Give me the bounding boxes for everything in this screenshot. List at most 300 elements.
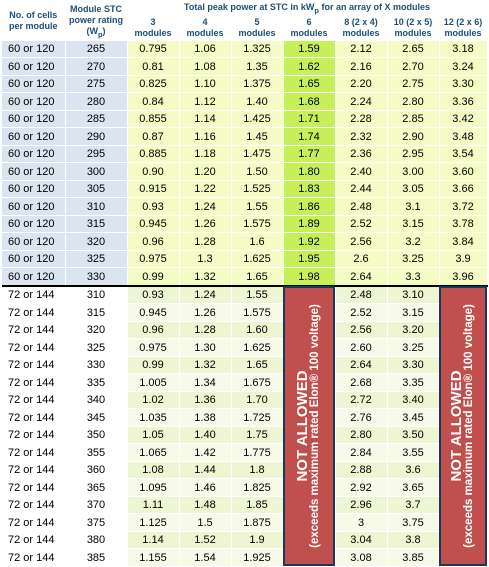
peak-power-value: 1.70: [231, 391, 283, 409]
not-allowed-block-6-modules: [283, 286, 335, 567]
peak-power-value: 1.525: [231, 180, 283, 198]
col-header-unit: modules: [342, 27, 380, 38]
peak-power-value: 3.05: [387, 180, 439, 198]
module-rating: 375: [65, 514, 127, 532]
peak-power-value: 0.795: [127, 41, 179, 58]
peak-power-value: 3.35: [387, 374, 439, 392]
peak-power-value: 1.08: [127, 461, 179, 479]
table-row: [2, 426, 487, 444]
peak-power-value: 3.00: [387, 163, 439, 181]
module-rating: 320: [65, 233, 127, 251]
peak-power-value: 1.14: [127, 531, 179, 549]
peak-power-value: 1.125: [127, 514, 179, 532]
peak-power-value: 2.36: [335, 145, 387, 163]
peak-power-value: 1.925: [231, 549, 283, 567]
table-row: [2, 286, 487, 304]
peak-power-value: 2.95: [387, 145, 439, 163]
module-rating: 280: [65, 93, 127, 111]
peak-power-value: 2.90: [387, 128, 439, 146]
peak-power-value: 1.68: [283, 93, 335, 111]
peak-power-value: 2.80: [387, 93, 439, 111]
peak-power-value: 3.8: [387, 531, 439, 549]
table-row: [2, 128, 487, 146]
peak-power-value: 2.48: [335, 198, 387, 216]
peak-power-value: 1.55: [231, 198, 283, 216]
cells-per-module: 60 or 120: [2, 180, 65, 198]
peak-power-value: 1.46: [179, 479, 231, 497]
col-header-2: [231, 16, 283, 41]
col-header-3: [283, 16, 335, 41]
peak-power-value: 1.3: [179, 250, 231, 268]
peak-power-value: 0.96: [127, 321, 179, 339]
peak-power-value: 1.24: [179, 286, 231, 304]
header-total-peak-power: [127, 2, 487, 16]
cells-per-module: 60 or 120: [2, 198, 65, 216]
module-rating: 330: [65, 356, 127, 374]
not-allowed-text-b: [450, 304, 476, 548]
peak-power-value: 1.825: [231, 479, 283, 497]
peak-power-value: 0.84: [127, 93, 179, 111]
peak-power-value: 0.975: [127, 339, 179, 357]
peak-power-value: 3.66: [439, 180, 487, 198]
col-header-unit: modules: [134, 27, 172, 38]
module-rating: 385: [65, 549, 127, 567]
cells-per-module: 60 or 120: [2, 268, 65, 286]
cells-per-module: 72 or 144: [2, 409, 65, 427]
peak-power-value: 1.28: [179, 233, 231, 251]
col-header-unit: modules: [290, 27, 328, 38]
table-row: [2, 93, 487, 111]
peak-power-value: 3.48: [439, 128, 487, 146]
module-rating: 325: [65, 250, 127, 268]
cells-per-module: 72 or 144: [2, 391, 65, 409]
not-allowed-title-b: NOT ALLOWED: [448, 370, 466, 482]
peak-power-value: 2.6: [335, 250, 387, 268]
table-row: [2, 180, 487, 198]
module-rating: 355: [65, 444, 127, 462]
peak-power-value: 1.59: [283, 41, 335, 58]
peak-power-value: 2.64: [335, 268, 387, 286]
peak-power-value: 3.65: [387, 479, 439, 497]
header-cells-per-module: No. of cells per module: [2, 2, 65, 41]
cells-per-module: 72 or 144: [2, 356, 65, 374]
col-header-count: 5: [254, 16, 260, 27]
table-row: [2, 233, 487, 251]
peak-power-value: 3.75: [387, 514, 439, 532]
peak-power-value: 0.96: [127, 233, 179, 251]
peak-power-value: 1.22: [179, 180, 231, 198]
header-module-rating: [65, 2, 127, 41]
peak-power-value: 3.24: [439, 58, 487, 76]
table-row: [2, 41, 487, 58]
peak-power-value: 1.005: [127, 374, 179, 392]
cells-per-module: 60 or 120: [2, 41, 65, 58]
cells-per-module: 60 or 120: [2, 145, 65, 163]
peak-power-value: 3.10: [387, 286, 439, 304]
peak-power-value: 2.44: [335, 180, 387, 198]
module-rating: 295: [65, 145, 127, 163]
cells-per-module: 72 or 144: [2, 304, 65, 322]
peak-power-value: 1.44: [179, 461, 231, 479]
table-row: [2, 461, 487, 479]
table-row: [2, 549, 487, 567]
peak-power-value: 1.26: [179, 215, 231, 233]
table-row: [2, 215, 487, 233]
peak-power-value: 0.975: [127, 250, 179, 268]
peak-power-value: 1.9: [231, 531, 283, 549]
col-header-count: 12 (2 x 6): [443, 16, 483, 27]
peak-power-value: 0.81: [127, 58, 179, 76]
peak-power-value: 1.71: [283, 110, 335, 128]
peak-power-value: 1.98: [283, 268, 335, 286]
not-allowed-title-a: NOT ALLOWED: [294, 370, 311, 482]
not-allowed-note-a: (exceeds maximum rated Elon® 100 voltage): [309, 304, 321, 548]
peak-power-value: 3.55: [387, 444, 439, 462]
peak-power-value: 3.30: [439, 75, 487, 93]
cells-per-module: 72 or 144: [2, 496, 65, 514]
col-header-count: 6: [306, 16, 312, 27]
table-row: [2, 444, 487, 462]
peak-power-value: 0.99: [127, 356, 179, 374]
peak-power-value: 1.5: [179, 514, 231, 532]
peak-power-value: 1.65: [231, 268, 283, 286]
peak-power-value: 2.12: [335, 41, 387, 58]
not-allowed-text-a: [296, 304, 322, 548]
peak-power-value: 0.99: [127, 268, 179, 286]
peak-power-value: 1.875: [231, 514, 283, 532]
module-rating: 310: [65, 198, 127, 216]
peak-power-value: 1.52: [179, 531, 231, 549]
peak-power-value: 2.48: [335, 286, 387, 304]
module-rating: 365: [65, 479, 127, 497]
peak-power-value: 1.425: [231, 110, 283, 128]
peak-power-value: 1.80: [283, 163, 335, 181]
peak-power-value: 1.54: [179, 549, 231, 567]
peak-power-value: 1.625: [231, 250, 283, 268]
peak-power-value: 1.55: [231, 286, 283, 304]
table-row: [2, 356, 487, 374]
peak-power-value: 1.32: [179, 268, 231, 286]
peak-power-value: 2.24: [335, 93, 387, 111]
peak-power-value: 0.93: [127, 198, 179, 216]
module-rating: 360: [65, 461, 127, 479]
peak-power-value: 1.89: [283, 215, 335, 233]
peak-power-table: [2, 2, 488, 567]
peak-power-value: 1.20: [179, 163, 231, 181]
peak-power-value: 2.52: [335, 215, 387, 233]
col-header-1: [179, 16, 231, 41]
table-row: [2, 531, 487, 549]
cells-per-module: 60 or 120: [2, 110, 65, 128]
peak-power-value: 1.575: [231, 215, 283, 233]
peak-power-value: 1.575: [231, 304, 283, 322]
peak-power-value: 2.60: [335, 339, 387, 357]
peak-power-value: 1.45: [231, 128, 283, 146]
peak-power-value: 1.26: [179, 304, 231, 322]
table-row: [2, 409, 487, 427]
peak-power-value: 3.15: [387, 215, 439, 233]
col-header-count: 8 (2 x 4): [344, 16, 378, 27]
peak-power-value: 1.775: [231, 444, 283, 462]
peak-power-value: 1.36: [179, 391, 231, 409]
peak-power-value: 1.725: [231, 409, 283, 427]
module-rating: 325: [65, 339, 127, 357]
peak-power-value: 0.825: [127, 75, 179, 93]
peak-power-value: 3.6: [387, 461, 439, 479]
peak-power-value: 1.065: [127, 444, 179, 462]
module-rating: 315: [65, 304, 127, 322]
peak-power-value: 1.06: [179, 41, 231, 58]
peak-power-value: 1.62: [283, 58, 335, 76]
cells-per-module: 72 or 144: [2, 321, 65, 339]
peak-power-value: 3.60: [439, 163, 487, 181]
peak-power-value: 3.72: [439, 198, 487, 216]
col-header-4: [335, 16, 387, 41]
peak-power-value: 1.75: [231, 426, 283, 444]
peak-power-value: 3.40: [387, 391, 439, 409]
peak-power-value: 2.80: [335, 426, 387, 444]
peak-power-value: 2.65: [387, 41, 439, 58]
col-header-0: [127, 16, 179, 41]
module-rating: 340: [65, 391, 127, 409]
peak-power-value: 1.83: [283, 180, 335, 198]
peak-power-value: 1.02: [127, 391, 179, 409]
peak-power-value: 1.95: [283, 250, 335, 268]
table-row: [2, 75, 487, 93]
cells-per-module: 72 or 144: [2, 531, 65, 549]
table-row: [2, 339, 487, 357]
header-group-tail: for an array of X modules: [318, 2, 430, 12]
table-row: [2, 496, 487, 514]
peak-power-value: 1.35: [231, 58, 283, 76]
peak-power-value: 2.72: [335, 391, 387, 409]
peak-power-value: 0.90: [127, 163, 179, 181]
table-row: [2, 58, 487, 76]
table-row: [2, 304, 487, 322]
peak-power-value: 3.50: [387, 426, 439, 444]
table-row: [2, 374, 487, 392]
peak-power-value: 1.65: [231, 356, 283, 374]
cells-per-module: 60 or 120: [2, 250, 65, 268]
col-header-unit: modules: [238, 27, 276, 38]
cells-per-module: 72 or 144: [2, 286, 65, 304]
module-rating: 320: [65, 321, 127, 339]
table-row: [2, 250, 487, 268]
cells-per-module: 72 or 144: [2, 514, 65, 532]
peak-power-value: 1.50: [231, 163, 283, 181]
peak-power-value: 1.77: [283, 145, 335, 163]
peak-power-value: 1.38: [179, 409, 231, 427]
peak-power-value: 2.88: [335, 461, 387, 479]
peak-power-value: 2.40: [335, 163, 387, 181]
table-row: [2, 198, 487, 216]
peak-power-value: 1.11: [127, 496, 179, 514]
peak-power-value: 1.035: [127, 409, 179, 427]
peak-power-value: 2.68: [335, 374, 387, 392]
peak-power-value: 0.87: [127, 128, 179, 146]
peak-power-value: 3.08: [335, 549, 387, 567]
cells-per-module: 60 or 120: [2, 163, 65, 181]
peak-power-value: 1.8: [231, 461, 283, 479]
col-header-count: 3: [150, 16, 156, 27]
col-header-count: 4: [202, 16, 208, 27]
header-module-rating-close: ): [102, 25, 106, 36]
peak-power-value: 2.75: [387, 75, 439, 93]
peak-power-value: 3.36: [439, 93, 487, 111]
peak-power-value: 2.76: [335, 409, 387, 427]
cells-per-module: 60 or 120: [2, 58, 65, 76]
module-rating: 345: [65, 409, 127, 427]
table-row: [2, 268, 487, 286]
header-module-rating-sub: p: [97, 29, 103, 39]
peak-power-value: 3.9: [439, 250, 487, 268]
module-rating: 335: [65, 374, 127, 392]
cells-per-module: 72 or 144: [2, 426, 65, 444]
peak-power-value: 2.96: [335, 496, 387, 514]
module-rating: 370: [65, 496, 127, 514]
peak-power-value: 1.34: [179, 374, 231, 392]
header-group-text: Total peak power at STC in kW: [184, 2, 315, 12]
peak-power-value: 2.84: [335, 444, 387, 462]
col-header-unit: modules: [394, 27, 432, 38]
module-rating: 305: [65, 180, 127, 198]
peak-power-value: 2.85: [387, 110, 439, 128]
cells-per-module: 60 or 120: [2, 128, 65, 146]
peak-power-value: 1.08: [179, 58, 231, 76]
peak-power-value: 2.20: [335, 75, 387, 93]
peak-power-value: 1.10: [179, 75, 231, 93]
table-row: [2, 514, 487, 532]
module-rating: 275: [65, 75, 127, 93]
cells-per-module: 72 or 144: [2, 549, 65, 567]
header-module-rating-text: Module STC power rating (W: [68, 3, 123, 36]
peak-power-value: 0.915: [127, 180, 179, 198]
peak-power-value: 3.04: [335, 531, 387, 549]
table-row: [2, 391, 487, 409]
cells-per-module: 72 or 144: [2, 444, 65, 462]
peak-power-value: 1.16: [179, 128, 231, 146]
cells-per-module: 60 or 120: [2, 233, 65, 251]
peak-power-value: 1.85: [231, 496, 283, 514]
cells-per-module: 60 or 120: [2, 93, 65, 111]
module-rating: 270: [65, 58, 127, 76]
peak-power-value: 2.28: [335, 110, 387, 128]
col-header-unit: modules: [444, 27, 482, 38]
peak-power-value: 1.325: [231, 41, 283, 58]
peak-power-value: 3.7: [387, 496, 439, 514]
col-header-unit: modules: [186, 27, 224, 38]
peak-power-value: 1.86: [283, 198, 335, 216]
peak-power-value: 0.945: [127, 215, 179, 233]
peak-power-value: 1.28: [179, 321, 231, 339]
peak-power-value: 1.60: [231, 321, 283, 339]
peak-power-value: 2.92: [335, 479, 387, 497]
peak-power-value: 3.20: [387, 321, 439, 339]
peak-power-value: 1.32: [179, 356, 231, 374]
table-row: [2, 163, 487, 181]
peak-power-value: 1.625: [231, 339, 283, 357]
peak-power-value: 3.25: [387, 250, 439, 268]
peak-power-value: 3.15: [387, 304, 439, 322]
peak-power-value: 0.93: [127, 286, 179, 304]
peak-power-value: 3.42: [439, 110, 487, 128]
peak-power-value: 1.40: [179, 426, 231, 444]
cells-per-module: 72 or 144: [2, 479, 65, 497]
cells-per-module: 60 or 120: [2, 75, 65, 93]
table-row: [2, 110, 487, 128]
module-rating: 265: [65, 41, 127, 58]
peak-power-value: 2.70: [387, 58, 439, 76]
peak-power-value: 3.18: [439, 41, 487, 58]
not-allowed-block-12-modules: [439, 286, 487, 567]
module-rating: 285: [65, 110, 127, 128]
peak-power-value: 3.2: [387, 233, 439, 251]
table-row: [2, 479, 487, 497]
peak-power-value: 1.6: [231, 233, 283, 251]
peak-power-value: 2.32: [335, 128, 387, 146]
peak-power-value: 3.3: [387, 268, 439, 286]
peak-power-value: 3.25: [387, 339, 439, 357]
peak-power-value: 1.675: [231, 374, 283, 392]
module-rating: 380: [65, 531, 127, 549]
peak-power-value: 1.14: [179, 110, 231, 128]
peak-power-value: 3.45: [387, 409, 439, 427]
peak-power-value: 1.18: [179, 145, 231, 163]
col-header-count: 10 (2 x 5): [393, 16, 433, 27]
peak-power-value: 2.64: [335, 356, 387, 374]
peak-power-value: 1.155: [127, 549, 179, 567]
cells-per-module: 72 or 144: [2, 461, 65, 479]
peak-power-value: 1.40: [231, 93, 283, 111]
peak-power-value: 3: [335, 514, 387, 532]
peak-power-value: 2.56: [335, 233, 387, 251]
peak-power-value: 3.30: [387, 356, 439, 374]
peak-power-value: 1.24: [179, 198, 231, 216]
col-header-5: [387, 16, 439, 41]
peak-power-value: 1.12: [179, 93, 231, 111]
header-group-sub: p: [314, 5, 319, 15]
peak-power-value: 3.54: [439, 145, 487, 163]
not-allowed-note-b: (exceeds maximum rated Elon® 100 voltage): [463, 304, 476, 548]
peak-power-value: 3.84: [439, 233, 487, 251]
module-rating: 350: [65, 426, 127, 444]
module-rating: 315: [65, 215, 127, 233]
module-rating: 330: [65, 268, 127, 286]
peak-power-value: 2.16: [335, 58, 387, 76]
module-rating: 310: [65, 286, 127, 304]
module-rating: 290: [65, 128, 127, 146]
cells-per-module: 72 or 144: [2, 374, 65, 392]
peak-power-value: 1.375: [231, 75, 283, 93]
peak-power-value: 0.945: [127, 304, 179, 322]
peak-power-value: 1.65: [283, 75, 335, 93]
peak-power-value: 1.475: [231, 145, 283, 163]
peak-power-value: 0.855: [127, 110, 179, 128]
table-row: [2, 321, 487, 339]
table-row: [2, 145, 487, 163]
cells-per-module: 72 or 144: [2, 339, 65, 357]
peak-power-value: 1.095: [127, 479, 179, 497]
peak-power-value: 1.30: [179, 339, 231, 357]
peak-power-value: 0.885: [127, 145, 179, 163]
peak-power-value: 1.74: [283, 128, 335, 146]
peak-power-value: 3.85: [387, 549, 439, 567]
peak-power-value: 2.52: [335, 304, 387, 322]
peak-power-value: 1.92: [283, 233, 335, 251]
cells-per-module: 60 or 120: [2, 215, 65, 233]
col-header-6: [439, 16, 487, 41]
peak-power-value: 3.78: [439, 215, 487, 233]
